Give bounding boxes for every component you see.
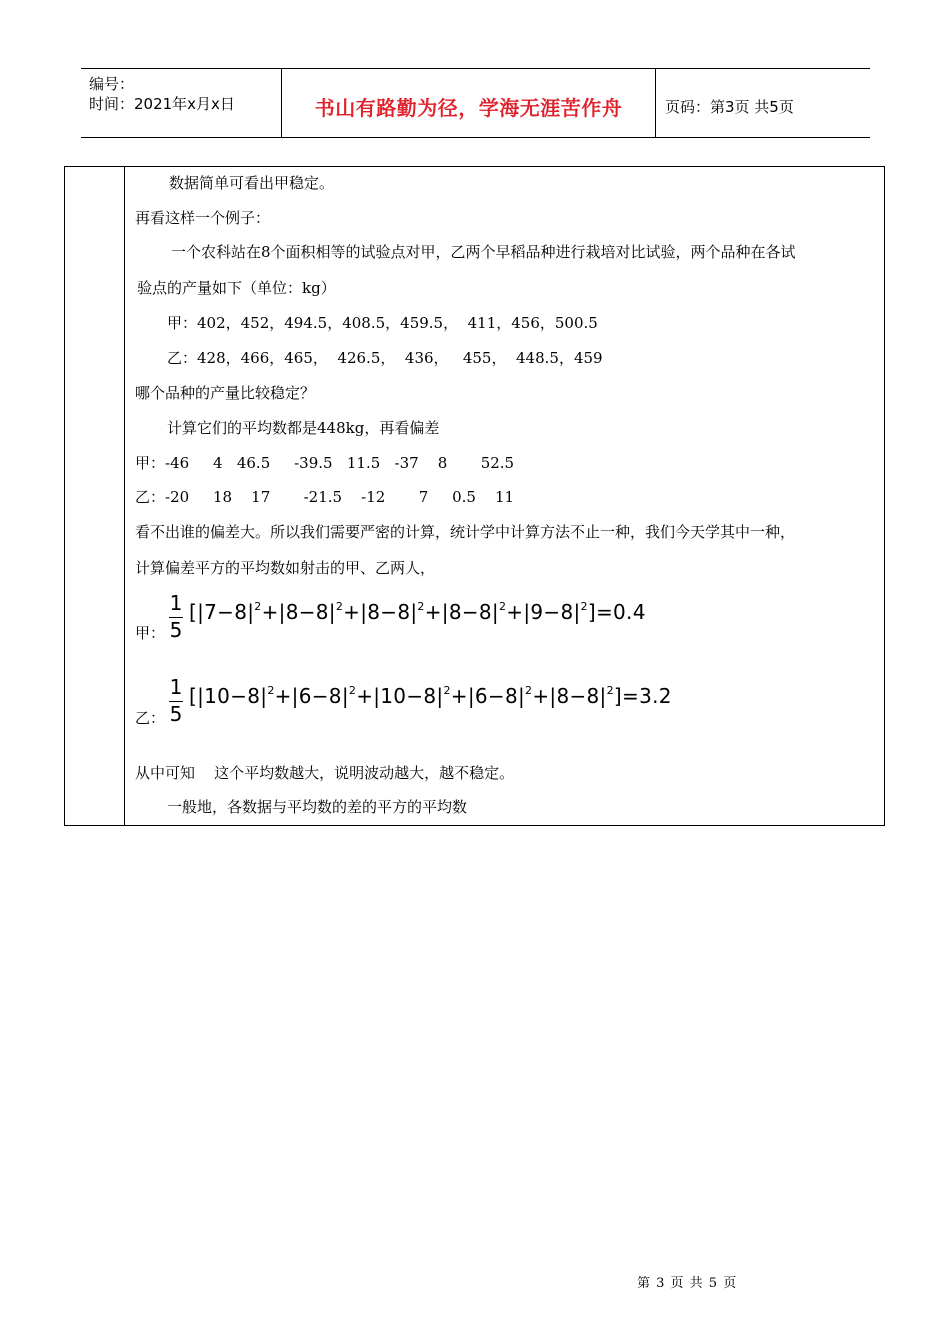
text-line: 一个农科站在8个面积相等的试验点对甲，乙两个早稻品种进行栽培对比试验，两个品种在各试 bbox=[171, 243, 796, 261]
text-line: 验点的产量如下（单位：kg） bbox=[137, 279, 336, 297]
header-meta bbox=[81, 69, 281, 137]
page-header bbox=[81, 68, 870, 138]
text-line: 从中可知 这个平均数越大，说明波动越大，越不稳定。 bbox=[135, 764, 515, 782]
date-label: 时间：2021年x月x日 bbox=[89, 95, 235, 113]
yield-yi: 乙：428，466，465， 426.5， 436， 455， 448.5，459 bbox=[167, 349, 603, 367]
formula-yi-expression: $[|10-8|^2+|6-8|^2+|10-8|^2+|6-8|^2+|8-8|^2]=3.2$ bbox=[189, 684, 672, 708]
header-page-cell bbox=[655, 69, 870, 137]
text-line: 计算它们的平均数都是448kg，再看偏差 bbox=[167, 419, 440, 437]
text-line: 一般地，各数据与平均数的差的平方的平均数 bbox=[167, 798, 468, 816]
deviation-yi: 乙：-20 18 17 -21.5 -12 7 0.5 11 bbox=[135, 488, 515, 506]
deviation-jia: 甲：-46 4 46.5 -39.5 11.5 -37 8 52.5 bbox=[135, 454, 515, 472]
lesson-content: 数据简单可看出甲稳定。 再看这样一个例子： 一个农科站在8个面积相等的试验点对甲，乙两个早稻品种进行栽培对比试验，两个品种在各试 验点的产量如下（单位：kg） 甲：402，452，494.5，408.5，459.5， 411，456，500.5 乙：428，466，465， 426.5， 436， 455， 448.5，459 哪个品种的产量比较稳定？ 计算它们的平均数都是448kg，再看偏差 甲：-46 4 46.5 -39.5 11.5 -37 8 52.5 乙：-20 18 17 -21.5 -12 7 0.5 11 看不出谁的偏差大。所以我们需要严密的计算，统计学中计算方法不止一种，我们今天学其中一种， 计算偏差平方的平均数如射击的甲、乙两人， 甲： 1 5 $[|7-8|^2+|8-8|^2+|8-8|^2+|8-8|^2+|9-8|^2]=0.4$ 乙： 1 5 $[|10-8|^2+|6-8|^2+|10-8|^2+|6-8|^2+|8-8|^2]=3.2$ 从中可知 这个平均数越大，说明波动越大，越不稳定。 一般地，各数据与平均数的差的平方的平均数 bbox=[135, 174, 796, 816]
text-line: 看不出谁的偏差大。所以我们需要严密的计算，统计学中计算方法不止一种，我们今天学其中一种， bbox=[135, 523, 796, 541]
yi-label: 乙： bbox=[135, 709, 166, 727]
page-label: 页码：第3页 共5页 bbox=[665, 97, 794, 116]
text-line: 计算偏差平方的平均数如射击的甲、乙两人， bbox=[135, 559, 436, 577]
number-label: 编号： bbox=[89, 75, 135, 93]
motto: 书山有路勤为径，学海无涯苦作舟 bbox=[314, 95, 623, 120]
page-footer: 第 3 页 共 5 页 bbox=[637, 1276, 738, 1291]
yield-jia: 甲：402，452，494.5，408.5，459.5， 411，456，500.5 bbox=[167, 314, 598, 332]
formula-jia-expression: $[|7-8|^2+|8-8|^2+|8-8|^2+|8-8|^2+|9-8|^2]=0.4$ bbox=[189, 600, 646, 624]
header-motto-cell bbox=[281, 69, 656, 137]
lesson-table bbox=[64, 166, 885, 826]
text-line: 数据简单可看出甲稳定。 bbox=[169, 174, 335, 192]
text-line: 再看这样一个例子： bbox=[135, 209, 271, 227]
text-line: 哪个品种的产量比较稳定？ bbox=[135, 384, 316, 402]
jia-label: 甲： bbox=[135, 624, 166, 642]
